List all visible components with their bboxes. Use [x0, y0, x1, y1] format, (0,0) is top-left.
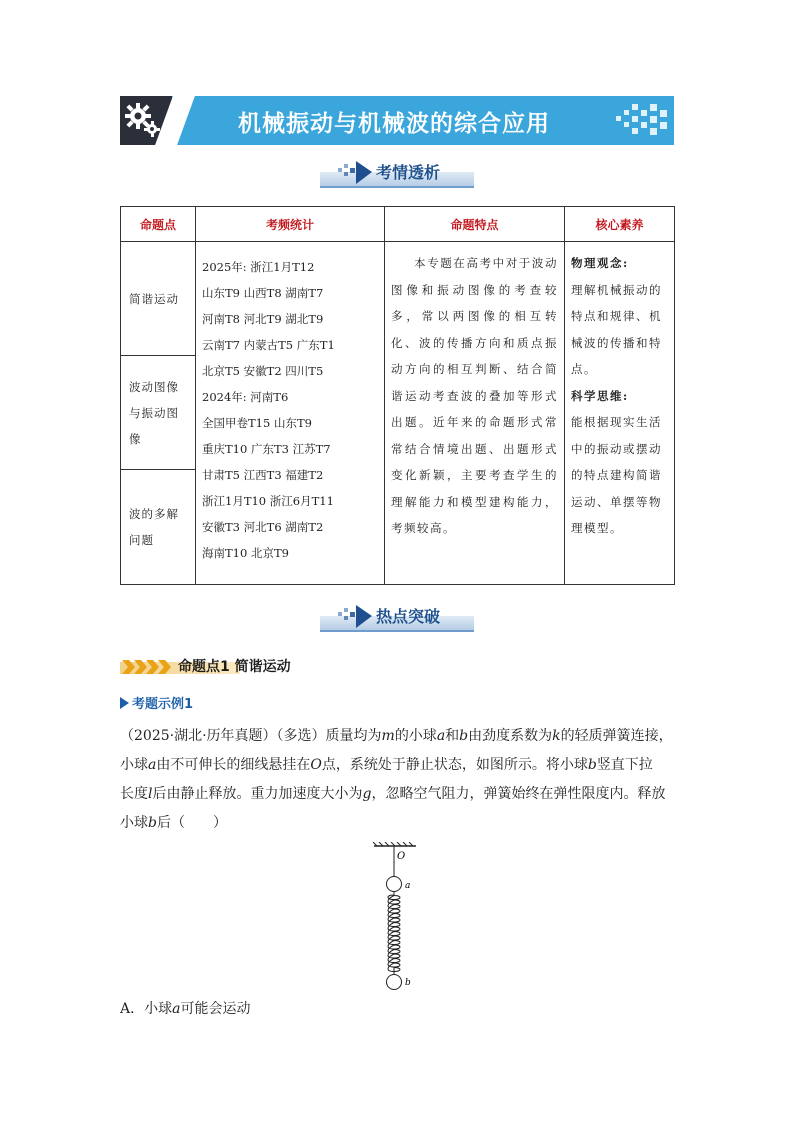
core-title-thinking: 科学思维: — [571, 388, 629, 403]
label-O: O — [397, 851, 406, 862]
stats-line: 北京T5 安徽T2 四川T5 — [202, 364, 324, 378]
table-header-cell: 考频统计 — [196, 207, 385, 242]
stats-line: 安徽T3 河北T6 湖南T2 — [202, 520, 324, 534]
problem-line: 长度l后由静止释放。重力加速度大小为g，忽略空气阻力，弹簧始终在弹性限度内。释放 — [120, 786, 666, 802]
triangle-icon — [120, 697, 129, 709]
problem-line: 小球a由不可伸长的细线悬挂在O点，系统处于静止状态，如图所示。将小球b竖直下拉 — [120, 757, 653, 773]
topics-cell — [121, 242, 196, 585]
option-a: A．小球a可能会运动 — [120, 1001, 251, 1017]
exam-analysis-table — [120, 206, 675, 585]
stats-line: 全国甲卷T15 山东T9 — [202, 416, 312, 430]
table-header-row — [121, 207, 675, 242]
stats-line: 山东T9 山西T8 湖南T7 — [202, 286, 324, 300]
label-b: b — [405, 978, 411, 988]
table-header-cell: 命题特点 — [385, 207, 565, 242]
table-header-cell: 命题点 — [121, 207, 196, 242]
play-arrow-icon — [336, 602, 376, 632]
title-banner — [120, 96, 674, 145]
stats-line: 甘肃T5 江西T3 福建T2 — [202, 468, 324, 482]
page-title: 机械振动与机械波的综合应用 — [238, 111, 550, 137]
core-text-concept: 理解机械振动的特点和规律、机械波的传播和特点。 — [571, 282, 662, 376]
problem-line: 小球b后（ ） — [120, 815, 227, 831]
table-header-cell: 核心素养 — [565, 207, 675, 242]
spring-diagram — [368, 842, 428, 992]
example-label — [120, 693, 193, 712]
label-a: a — [405, 881, 411, 891]
pixel-decoration-icon — [610, 100, 670, 140]
problem-statement — [120, 722, 680, 838]
stats-line: 重庆T10 广东T3 江苏T7 — [202, 442, 331, 456]
spring-figure — [368, 842, 428, 992]
section-header-analysis — [320, 158, 474, 190]
table-row — [121, 242, 675, 585]
example-label-text: 考题示例1 — [132, 697, 194, 712]
chevrons-icon — [120, 656, 176, 678]
core-title-concept: 物理观念: — [571, 256, 629, 270]
stats-line: 河南T8 河北T9 湖北T9 — [202, 312, 324, 326]
topic-heading — [120, 656, 420, 678]
features-text: 本专题在高考中对于波动图像和振动图像的考查较多，常以两图像的相互转化、波的传播方向和质点振动方向的相互判断、结合简谐运动考查波的叠加等形式出题。近年来的命题形式常常结合情境出题、出题形式变化新颖，主要考查学生的理解能力和模型建构能力，考频较高。 — [391, 256, 558, 535]
topic-item: 简谐运动 — [121, 242, 195, 356]
section-title: 考情透析 — [376, 163, 441, 182]
core-literacy-cell — [565, 242, 675, 585]
topic-item: 波动图像与振动图像 — [121, 356, 195, 470]
play-arrow-icon — [336, 158, 376, 188]
stats-line: 云南T7 内蒙古T5 广东T1 — [202, 338, 335, 352]
section-header-hotspots — [320, 602, 474, 634]
problem-line: （2025·湖北·历年真题）（多选）质量均为m的小球a和b由劲度系数为k的轻质弹簧连接， — [120, 728, 673, 744]
stats-line: 2025年: 浙江1月T12 — [202, 260, 315, 274]
stats-line: 浙江1月T10 浙江6月T11 — [202, 494, 334, 508]
core-text-thinking: 能根据现实生活中的振动或摆动的特点建构简谐运动、单摆等物理模型。 — [571, 415, 662, 535]
topic-heading-text: 命题点1 简谐运动 — [178, 659, 291, 675]
features-cell — [385, 242, 565, 585]
stats-cell — [196, 242, 385, 585]
topic-item: 波的多解问题 — [129, 507, 179, 547]
stats-line: 海南T10 北京T9 — [202, 546, 289, 560]
section-title: 热点突破 — [376, 607, 441, 626]
stats-line: 2024年: 河南T6 — [202, 390, 289, 404]
